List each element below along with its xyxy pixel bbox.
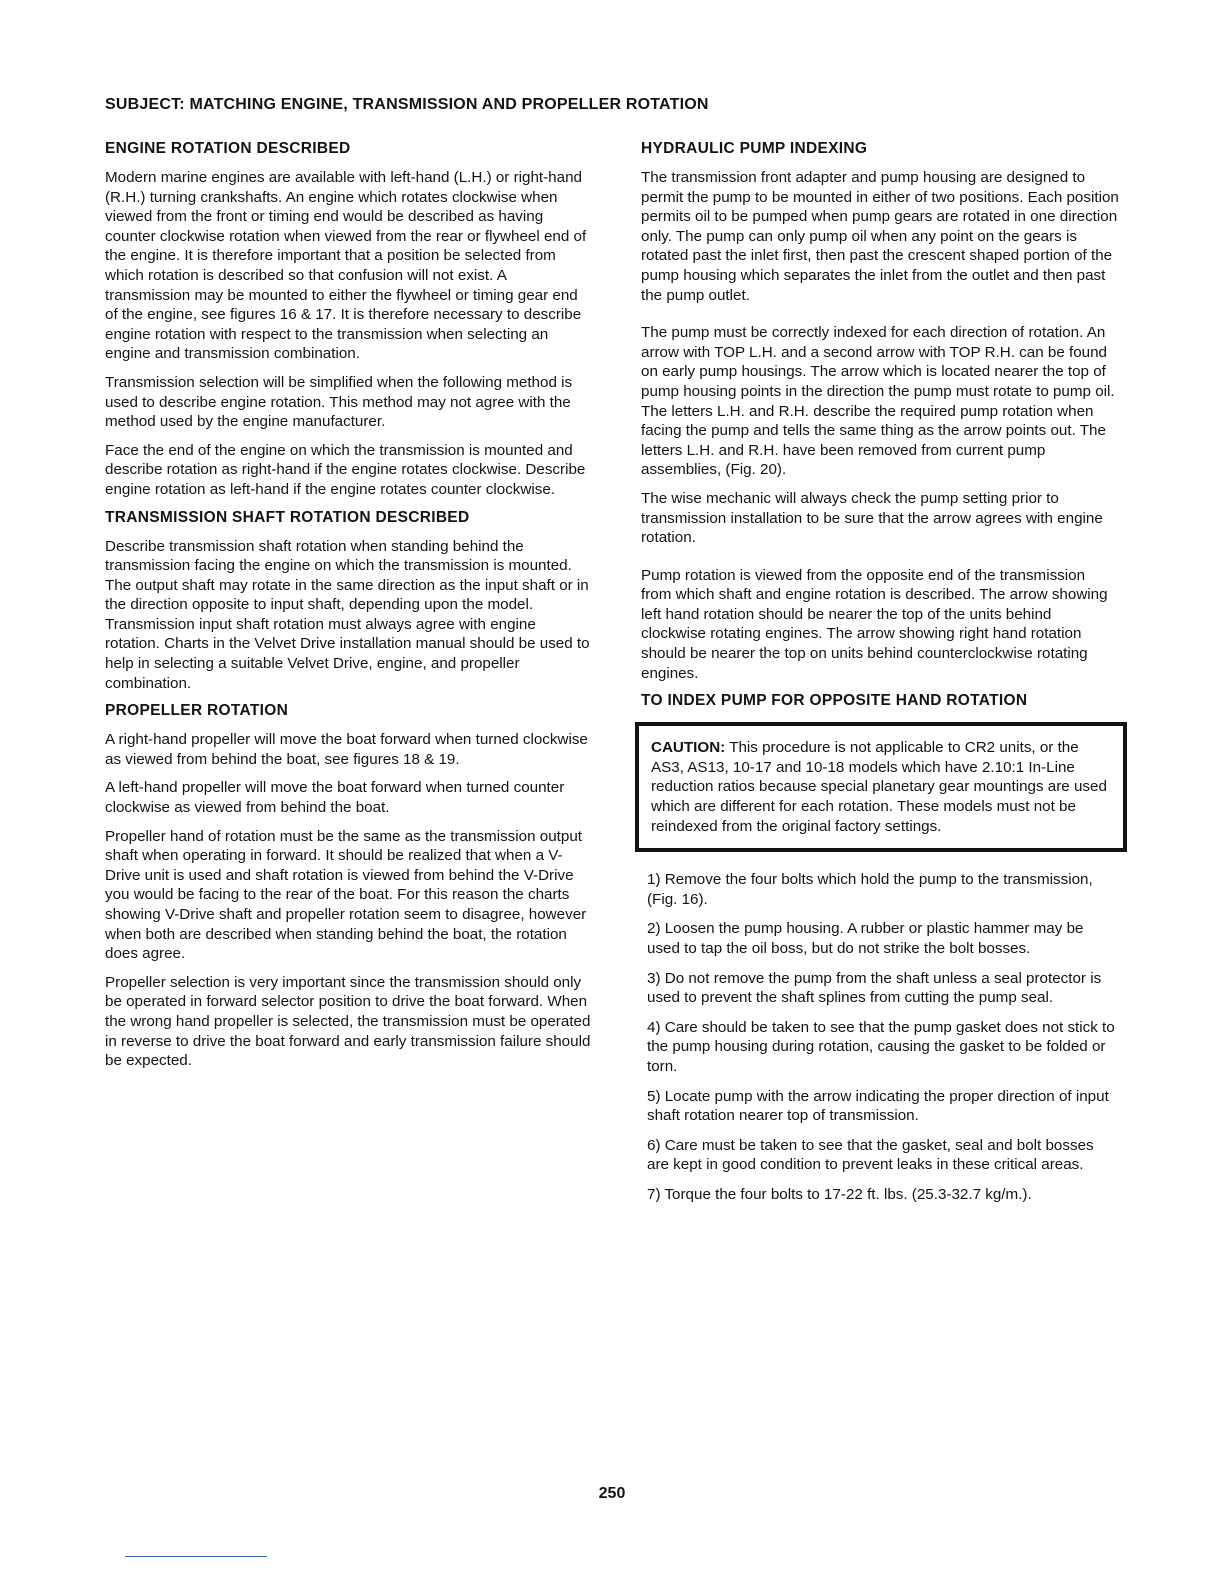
shaft-rotation-paragraph-1: Describe transmission shaft rotation when standing behind the transmission facing the engine on which the transmission is mounted. The output shaft may rotate in the same direction as the input shaft or in the direction opposite to input shaft, depending upon the model. Transmission input shaft rotation must always agree with engine rotation. Charts in the Velvet Drive installation manual should be used to help in selecting a suitable Velvet Drive, engine, and propeller combination. — [105, 537, 590, 692]
left-column — [105, 140, 593, 1080]
procedure-step: 3) Do not remove the pump from the shaft unless a seal protector is used to prevent the shaft splines from cutting the pump seal. — [647, 969, 1102, 1007]
engine-rotation-paragraph-3: Face the end of the engine on which the transmission is mounted and describe rotation as right-hand if the engine rotates clockwise. Describe engine rotation as left-hand if the engine rotates counter clockwise. — [105, 441, 586, 498]
procedure-step: 2) Loosen the pump housing. A rubber or plastic hammer may be used to tap the oil boss, but do not strike the bolt bosses. — [647, 920, 1084, 957]
propeller-rotation-paragraph-2: A left-hand propeller will move the boat forward when turned counter clockwise as viewed from behind the boat. — [105, 779, 565, 817]
caution-text: This procedure is not applicable to CR2 units, or the AS3, AS13, 10-17 and 10-18 models which have 2.10:1 In-Line reduction ratios because special planetary gear mountings are used which are different for each rotation. These models must not be reindexed from the original factory settings. — [651, 739, 1107, 835]
procedure-step: 6) Care must be taken to see that the gasket, seal and bolt bosses are kept in good condition to prevent leaks in these critical areas. — [647, 1136, 1094, 1174]
engine-rotation-paragraph-2: Transmission selection will be simplified when the following method is used to describe engine rotation. This method may not agree with the method used by the engine manufacturer. — [105, 373, 573, 431]
shaft-rotation-heading: TRANSMISSION SHAFT ROTATION DESCRIBED — [105, 508, 470, 526]
propeller-rotation-paragraph-1: A right-hand propeller will move the boat forward when turned clockwise as viewed from behind the boat, see figures 18 & 19. — [105, 731, 588, 768]
pump-indexing-paragraph-1: The transmission front adapter and pump housing are designed to permit the pump to be mounted in either of two positions. Each position permits oil to be pumped when pump gears are rotated in one direction only. The pump can only pump oil when any point on the gears is rotated past the inlet first, then past the crescent shaped portion of the pump housing which separates the inlet from the outlet and then past the pump outlet. — [641, 169, 1119, 304]
engine-rotation-paragraph-1: Modern marine engines are available with left-hand (L.H.) or right-hand (R.H.) turning crankshafts. An engine which rotates clockwise when viewed from the front or timing end would be described as having counter clockwise rotation when viewed from the rear or flywheel end of the engine. It is therefore important that a position be selected from which rotation is described so that confusion will not exist. A transmission may be mounted to either the flywheel or timing gear end of the engine, see figures 16 & 17. It is therefore necessary to describe engine rotation with respect to the transmission when selecting an engine and transmission combination. — [105, 169, 587, 363]
procedure-step: 7) Torque the four bolts to 17-22 ft. lbs. (25.3-32.7 kg/m.). — [647, 1185, 1032, 1203]
pump-indexing-paragraph-3: The wise mechanic will always check the pump setting prior to transmission installation to be sure that the arrow agrees with engine rotation. — [641, 489, 1103, 547]
propeller-rotation-paragraph-3: Propeller hand of rotation must be the same as the transmission output shaft when operating in forward. It should be realized that when a V-Drive unit is used and shaft rotation is viewed from behind the V-Drive you would be facing to the rear of the boat. For this reason the charts showing V-Drive shaft and propeller rotation seem to disagree, however when both are described when standing behind the boat, the rotation does agree. — [105, 827, 587, 963]
caution-label: CAUTION: — [651, 739, 726, 757]
pump-indexing-paragraph-4: Pump rotation is viewed from the opposite end of the transmission from which shaft and engine rotation is described. The arrow showing left hand rotation should be nearer the top of the units behind clockwise rotating engines. The arrow showing right hand rotation should be nearer the top on units behind counterclockwise rotating engines. — [641, 566, 1108, 682]
footer-rule — [125, 1556, 267, 1557]
caution-paragraph — [651, 738, 1111, 836]
procedure-step: 1) Remove the four bolts which hold the pump to the transmission, (Fig. 16). — [647, 871, 1093, 908]
procedure-steps — [641, 870, 1119, 1204]
pump-indexing-heading: HYDRAULIC PUMP INDEXING — [641, 140, 868, 157]
caution-box — [635, 722, 1127, 852]
propeller-rotation-paragraph-4: Propeller selection is very important since the transmission should only be operated in forward selector position to drive the boat forward. When the wrong hand propeller is selected, the transmission must be operated in reverse to drive the boat forward and early transmission failure should be expected. — [105, 973, 591, 1070]
engine-rotation-heading: ENGINE ROTATION DESCRIBED — [105, 140, 351, 157]
pump-indexing-paragraph-2: The pump must be correctly indexed for each direction of rotation. An arrow with TOP L.H. and a second arrow with TOP R.H. can be found on early pump housings. The arrow which is located nearer the top of pump housing points in the direction the pump must rotate to pump oil. The letters L.H. and R.H. describe the required pump rotation when facing the pump and tells the same thing as the arrow points out. The letters L.H. and R.H. have been removed from current pump assemblies, (Fig. 20). — [641, 324, 1115, 479]
page-subject: SUBJECT: MATCHING ENGINE, TRANSMISSION AND PROPELLER ROTATION — [105, 96, 709, 113]
procedure-step: 4) Care should be taken to see that the pump gasket does not stick to the pump housing during rotation, causing the gasket to be folded or torn. — [647, 1018, 1115, 1075]
right-column — [641, 140, 1119, 1215]
procedure-step: 5) Locate pump with the arrow indicating the proper direction of input shaft rotation nearer top of transmission. — [647, 1087, 1109, 1125]
propeller-rotation-heading: PROPELLER ROTATION — [105, 702, 289, 720]
page-number: 250 — [598, 1485, 626, 1502]
index-pump-heading: TO INDEX PUMP FOR OPPOSITE HAND ROTATION — [641, 692, 1028, 710]
